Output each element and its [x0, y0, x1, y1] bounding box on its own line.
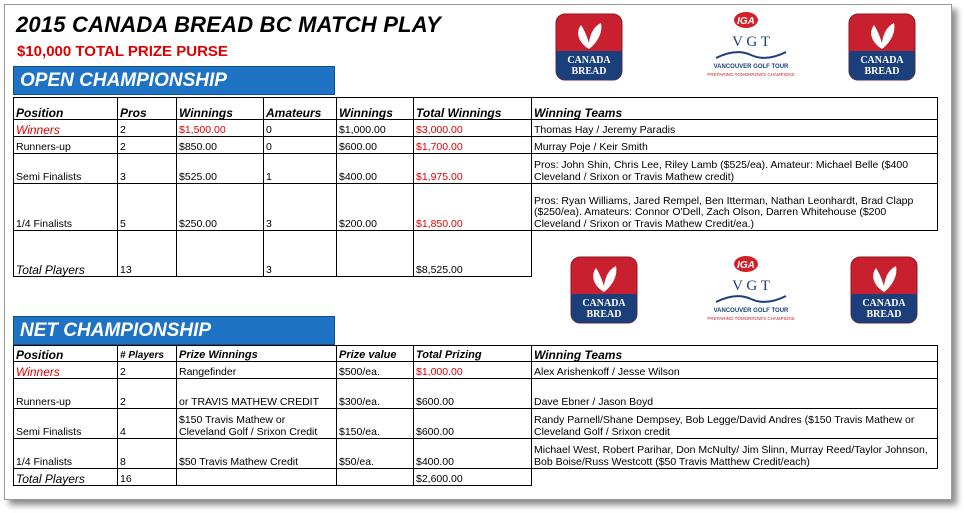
header-winning-teams: Winning Teams — [532, 346, 938, 362]
teams-cell: Thomas Hay / Jeremy Paradis — [532, 120, 938, 137]
value-cell: $500/ea. — [337, 362, 414, 379]
position-cell: Semi Finalists — [14, 409, 118, 439]
blank-cell — [532, 469, 938, 486]
value-cell: $300/ea. — [337, 379, 414, 409]
am-winnings-cell: $400.00 — [337, 154, 414, 184]
position-cell: Winners — [14, 362, 118, 379]
total-empty — [337, 231, 414, 277]
total-cell: $600.00 — [414, 379, 532, 409]
total-cell: $1,975.00 — [414, 154, 532, 184]
header-prize-value: Prize value — [337, 346, 414, 362]
position-cell: Winners — [14, 120, 118, 137]
teams-cell: Pros: Ryan Williams, Jared Rempel, Ben Itterman, Nathan Leonhardt, Brad Clapp ($250/ea). Amateurs: Connor O'Dell, Zach Olson, Darren Whitehouse ($200 Cleveland / Srixon or Travis Mathew Credit/ea.) — [532, 184, 938, 231]
svg-text:BREAD: BREAD — [866, 309, 902, 320]
total-label: Total Players — [14, 469, 118, 486]
amateurs-cell: 1 — [264, 154, 337, 184]
header-pros: Pros — [118, 98, 177, 120]
table-header-row — [14, 98, 938, 120]
vgt-logo — [706, 8, 796, 80]
winnings-cell: $850.00 — [177, 137, 264, 154]
total-cell: $600.00 — [414, 409, 532, 439]
prize-purse-subtitle: $10,000 TOTAL PRIZE PURSE — [17, 43, 228, 60]
table-row — [14, 184, 938, 231]
svg-text:V G T: V G T — [732, 278, 770, 294]
table-row — [14, 409, 938, 439]
header-players: # Players — [118, 346, 177, 362]
pros-cell: 3 — [118, 154, 177, 184]
pros-cell: 2 — [118, 120, 177, 137]
amateurs-cell: 3 — [264, 184, 337, 231]
header-winning-teams: Winning Teams — [532, 98, 938, 120]
am-winnings-cell: $1,000.00 — [337, 120, 414, 137]
am-winnings-cell: $600.00 — [337, 137, 414, 154]
svg-text:VANCOUVER GOLF TOUR: VANCOUVER GOLF TOUR — [713, 64, 789, 70]
players-cell: 2 — [118, 379, 177, 409]
players-cell: 4 — [118, 409, 177, 439]
pros-cell: 5 — [118, 184, 177, 231]
total-label: Total Players — [14, 231, 118, 277]
page-title: 2015 CANADA BREAD BC MATCH PLAY — [16, 12, 442, 37]
net-championship-banner: NET CHAMPIONSHIP — [13, 316, 335, 345]
svg-text:BREAD: BREAD — [586, 309, 622, 320]
header-total-prizing: Total Prizing — [414, 346, 532, 362]
total-amateurs: 3 — [264, 231, 337, 277]
total-winnings: $8,525.00 — [414, 231, 532, 277]
blank-cell — [532, 231, 938, 277]
am-winnings-cell: $200.00 — [337, 184, 414, 231]
amateurs-cell: 0 — [264, 137, 337, 154]
pros-cell: 2 — [118, 137, 177, 154]
players-cell: 8 — [118, 439, 177, 469]
position-cell: 1/4 Finalists — [14, 184, 118, 231]
net-championship-table — [13, 345, 938, 486]
prize-cell: $50 Travis Mathew Credit — [177, 439, 337, 469]
header-position: Position — [14, 98, 118, 120]
players-cell: 2 — [118, 362, 177, 379]
prize-cell: $150 Travis Mathew or Cleveland Golf / Srixon Credit — [177, 409, 337, 439]
table-row — [14, 379, 938, 409]
canada-bread-logo-right — [848, 13, 916, 81]
prize-cell: or TRAVIS MATHEW CREDIT — [177, 379, 337, 409]
svg-text:CANADA: CANADA — [860, 55, 904, 66]
teams-cell: Randy Parnell/Shane Dempsey, Bob Legge/David Andres ($150 Travis Mathew or Cleveland Golf / Srixon credit — [532, 409, 938, 439]
total-cell: $1,850.00 — [414, 184, 532, 231]
total-cell: $1,000.00 — [414, 362, 532, 379]
header-am-winnings: Winnings — [337, 98, 414, 120]
header-position: Position — [14, 346, 118, 362]
total-row — [14, 231, 938, 277]
teams-cell: Pros: John Shin, Chris Lee, Riley Lamb ($525/ea). Amateur: Michael Belle ($400 Cleveland / Srixon or Travis Mathew credit) — [532, 154, 938, 184]
teams-cell: Michael West, Robert Parihar, Don McNulty/ Jim Slinn, Murray Reed/Taylor Johnson, Bob Boise/Russ Westcott ($50 Travis Matthew Credit/each) — [532, 439, 938, 469]
winnings-cell: $1,500.00 — [177, 120, 264, 137]
svg-text:IGA: IGA — [737, 260, 755, 271]
open-championship-table — [13, 97, 938, 277]
table-row — [14, 137, 938, 154]
svg-text:CANADA: CANADA — [862, 298, 906, 309]
svg-text:PREPARING TOMORROW'S CHAMPIONS: PREPARING TOMORROW'S CHAMPIONS — [707, 72, 795, 77]
winnings-cell: $250.00 — [177, 184, 264, 231]
table-row — [14, 362, 938, 379]
total-cell: $3,000.00 — [414, 120, 532, 137]
svg-text:VANCOUVER GOLF TOUR: VANCOUVER GOLF TOUR — [713, 308, 789, 314]
teams-cell: Dave Ebner / Jason Boyd — [532, 379, 938, 409]
prize-cell: Rangefinder — [177, 362, 337, 379]
total-cell: $400.00 — [414, 439, 532, 469]
total-empty — [177, 469, 337, 486]
table-row — [14, 154, 938, 184]
teams-cell: Alex Arishenkoff / Jesse Wilson — [532, 362, 938, 379]
value-cell: $50/ea. — [337, 439, 414, 469]
total-empty — [337, 469, 414, 486]
header-amateurs: Amateurs — [264, 98, 337, 120]
svg-text:BREAD: BREAD — [864, 66, 900, 77]
total-row — [14, 469, 938, 486]
table-header-row — [14, 346, 938, 362]
svg-text:CANADA: CANADA — [567, 55, 611, 66]
table-row — [14, 120, 938, 137]
table-row — [14, 439, 938, 469]
svg-text:IGA: IGA — [737, 16, 755, 27]
position-cell: 1/4 Finalists — [14, 439, 118, 469]
position-cell: Runners-up — [14, 137, 118, 154]
header-winnings: Winnings — [177, 98, 264, 120]
total-cell: $1,700.00 — [414, 137, 532, 154]
teams-cell: Murray Poje / Keir Smith — [532, 137, 938, 154]
svg-text:CANADA: CANADA — [582, 298, 626, 309]
header-prize-winnings: Prize Winnings — [177, 346, 337, 362]
position-cell: Runners-up — [14, 379, 118, 409]
header-total-winnings: Total Winnings — [414, 98, 532, 120]
total-pros: 13 — [118, 231, 177, 277]
total-empty — [177, 231, 264, 277]
svg-text:BREAD: BREAD — [571, 66, 607, 77]
amateurs-cell: 0 — [264, 120, 337, 137]
winnings-cell: $525.00 — [177, 154, 264, 184]
value-cell: $150/ea. — [337, 409, 414, 439]
total-prizing: $2,600.00 — [414, 469, 532, 486]
open-championship-banner: OPEN CHAMPIONSHIP — [13, 66, 335, 95]
total-players: 16 — [118, 469, 177, 486]
svg-text:PREPARING TOMORROW'S CHAMPIONS: PREPARING TOMORROW'S CHAMPIONS — [707, 316, 795, 321]
svg-text:V G T: V G T — [732, 34, 770, 50]
position-cell: Semi Finalists — [14, 154, 118, 184]
canada-bread-logo — [555, 13, 623, 81]
